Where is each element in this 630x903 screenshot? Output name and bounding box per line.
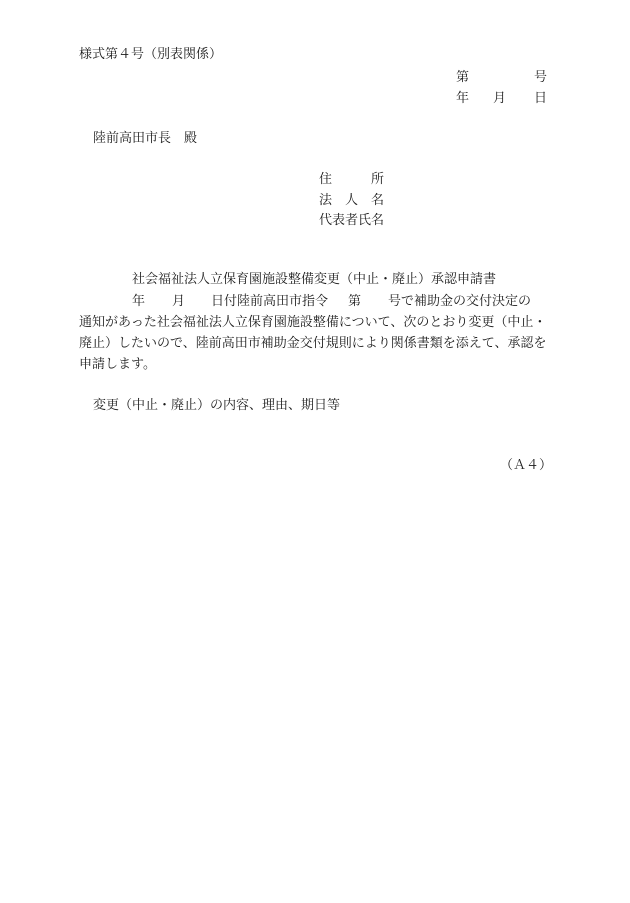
- applicant-address-label: 住 所: [319, 172, 385, 187]
- paper-size-label: （Ａ４）: [500, 458, 553, 473]
- body-line-1-rest: 号で補助金の交付決定の: [388, 294, 532, 309]
- form-number: 様式第４号（別表関係）: [79, 47, 223, 62]
- date-month-label: 月: [493, 91, 507, 106]
- document-title: 社会福祉法人立保育園施設整備変更（中止・廃止）承認申請書: [132, 272, 497, 287]
- document-number-suffix: 号: [534, 70, 548, 85]
- body-dai-label: 第: [348, 294, 362, 309]
- body-month-label: 月: [172, 294, 186, 309]
- addressee: 陸前高田市長 殿: [93, 131, 198, 146]
- applicant-corporation-label: 法 人 名: [319, 193, 385, 208]
- document-number-prefix: 第: [456, 70, 470, 85]
- body-line-4: 申請します。: [79, 357, 156, 372]
- applicant-representative-label: 代表者氏名: [319, 213, 385, 228]
- body-line-1-text: 日付陸前高田市指令: [211, 294, 329, 309]
- change-details-heading: 変更（中止・廃止）の内容、理由、期日等: [93, 398, 341, 413]
- body-year-label: 年: [132, 294, 146, 309]
- date-day-label: 日: [534, 91, 548, 106]
- body-line-2: 通知があった社会福祉法人立保育園施設整備について、次のとおり変更（中止・: [79, 315, 547, 330]
- body-line-3: 廃止）したいので、陸前高田市補助金交付規則により関係書類を添えて、承認を: [79, 336, 547, 351]
- date-year-label: 年: [456, 91, 470, 106]
